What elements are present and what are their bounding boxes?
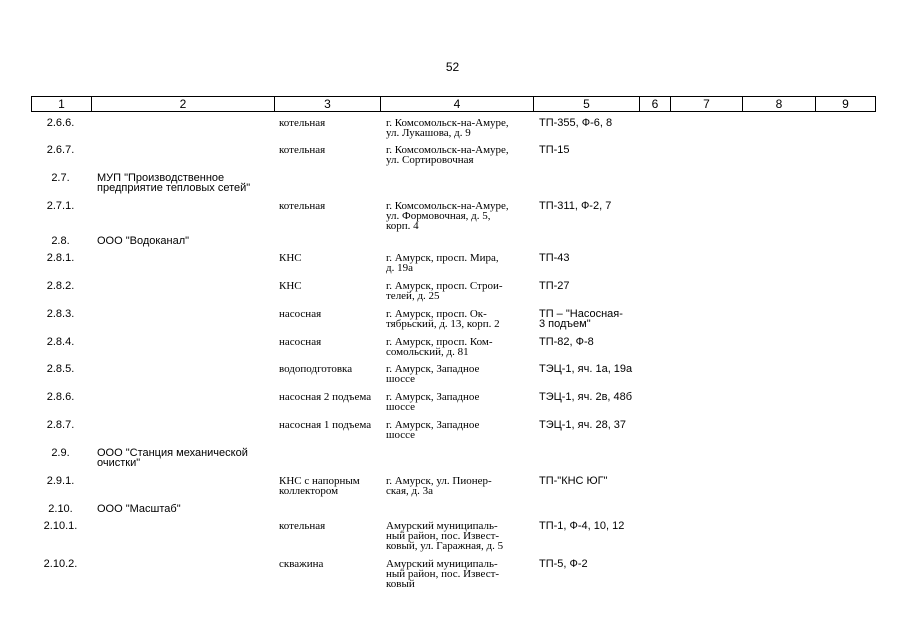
power-source: ТЭЦ-1, яч. 1а, 19а bbox=[539, 363, 633, 375]
facility-type: насосная 1 подъема bbox=[279, 419, 372, 431]
table-row bbox=[31, 471, 876, 499]
facility-address: г. Амурск, просп. Мира, д. 19а bbox=[386, 252, 499, 274]
header-col-2: 2 bbox=[92, 97, 275, 111]
table-row bbox=[31, 113, 876, 140]
facility-address: г. Комсомольск-на-Амуре, ул. Лукашова, д. 9 bbox=[386, 117, 509, 139]
row-number: 2.8.6. bbox=[46, 391, 75, 403]
power-source: ТП-5, Ф-2 bbox=[539, 558, 588, 570]
power-source: ТП-27 bbox=[539, 280, 570, 292]
row-number: 2.10. bbox=[48, 503, 73, 515]
header-col-7: 7 bbox=[671, 97, 743, 111]
facility-type: насосная bbox=[279, 336, 322, 348]
header-col-3: 3 bbox=[275, 97, 381, 111]
facility-type: КНС bbox=[279, 252, 302, 264]
power-source: ТП-"КНС ЮГ" bbox=[539, 475, 608, 487]
facility-address: г. Комсомольск-на-Амуре, ул. Сортировочная bbox=[386, 144, 509, 166]
table-row bbox=[31, 332, 876, 359]
power-source: ТП-1, Ф-4, 10, 12 bbox=[539, 520, 625, 532]
header-col-4: 4 bbox=[381, 97, 534, 111]
facility-address: г. Амурск, просп. Строи- телей, д. 25 bbox=[386, 280, 503, 302]
organization-name: ООО "Водоканал" bbox=[97, 235, 190, 247]
facility-type: КНС с напорным коллектором bbox=[279, 475, 360, 497]
table-row bbox=[31, 415, 876, 443]
table-row bbox=[31, 554, 876, 594]
organization-name: МУП "Производственное предприятие тепловых сетей" bbox=[97, 172, 251, 194]
row-number: 2.6.7. bbox=[46, 144, 75, 156]
row-number: 2.10.2. bbox=[43, 558, 78, 570]
facility-type: скважина bbox=[279, 558, 324, 570]
row-number: 2.9. bbox=[51, 447, 70, 459]
header-col-1: 1 bbox=[32, 97, 92, 111]
table-row bbox=[31, 499, 876, 516]
facility-type: котельная bbox=[279, 520, 326, 532]
facility-address: г. Амурск, просп. Ок- тябрьский, д. 13, корп. 2 bbox=[386, 308, 500, 330]
table-row bbox=[31, 516, 876, 554]
power-source: ТЭЦ-1, яч. 28, 37 bbox=[539, 419, 627, 431]
facility-type: котельная bbox=[279, 117, 326, 129]
row-number: 2.8.2. bbox=[46, 280, 75, 292]
facility-address: г. Амурск, просп. Ком- сомольский, д. 81 bbox=[386, 336, 493, 358]
power-source: ТП – "Насосная- 3 подъем" bbox=[539, 308, 623, 330]
table-row bbox=[31, 231, 876, 248]
table-body bbox=[31, 113, 876, 594]
organization-name: ООО "Станция механической очистки" bbox=[97, 447, 248, 469]
page-number: 52 bbox=[445, 60, 460, 74]
row-number: 2.8.4. bbox=[46, 336, 75, 348]
table-header bbox=[31, 96, 876, 112]
header-col-9: 9 bbox=[842, 97, 849, 111]
facility-address: г. Амурск, ул. Пионер- ская, д. 3а bbox=[386, 475, 492, 497]
power-source: ТЭЦ-1, яч. 2в, 48б bbox=[539, 391, 633, 403]
header-col-6: 6 bbox=[640, 97, 671, 111]
facility-type: КНС bbox=[279, 280, 302, 292]
facility-address: г. Комсомольск-на-Амуре, ул. Формовочная, д. 5, корп. 4 bbox=[386, 200, 509, 232]
row-number: 2.6.6. bbox=[46, 117, 75, 129]
power-source: ТП-311, Ф-2, 7 bbox=[539, 200, 612, 212]
row-number: 2.9.1. bbox=[46, 475, 75, 487]
facility-type: водоподготовка bbox=[279, 363, 353, 375]
facility-type: котельная bbox=[279, 200, 326, 212]
row-number: 2.8.3. bbox=[46, 308, 75, 320]
row-number: 2.7.1. bbox=[46, 200, 75, 212]
table-row bbox=[31, 387, 876, 415]
table-row bbox=[31, 443, 876, 471]
facility-address: г. Амурск, Западное шоссе bbox=[386, 419, 480, 441]
facility-type: насосная bbox=[279, 308, 322, 320]
facility-address: г. Амурск, Западное шоссе bbox=[386, 391, 480, 413]
row-number: 2.8.5. bbox=[46, 363, 75, 375]
table-row bbox=[31, 359, 876, 387]
power-source: ТП-355, Ф-6, 8 bbox=[539, 117, 613, 129]
row-number: 2.7. bbox=[51, 172, 70, 184]
header-col-8: 8 bbox=[743, 97, 816, 111]
power-source: ТП-15 bbox=[539, 144, 570, 156]
organization-name: ООО "Масштаб" bbox=[97, 503, 181, 515]
row-number: 2.8.7. bbox=[46, 419, 75, 431]
row-number: 2.8.1. bbox=[46, 252, 75, 264]
facility-type: насосная 2 подъема bbox=[279, 391, 372, 403]
facility-address: Амурский муниципаль- ный район, пос. Извест- ковый bbox=[386, 558, 500, 590]
table-row bbox=[31, 168, 876, 196]
header-col-5: 5 bbox=[534, 97, 640, 111]
table-row bbox=[31, 140, 876, 168]
table-row bbox=[31, 304, 876, 332]
row-number: 2.10.1. bbox=[43, 520, 78, 532]
row-number: 2.8. bbox=[51, 235, 70, 247]
power-source: ТП-82, Ф-8 bbox=[539, 336, 594, 348]
power-source: ТП-43 bbox=[539, 252, 570, 264]
facility-type: котельная bbox=[279, 144, 326, 156]
facility-address: Амурский муниципаль- ный район, пос. Извест- ковый, ул. Гаражная, д. 5 bbox=[386, 520, 504, 552]
table-row bbox=[31, 276, 876, 304]
table-row bbox=[31, 248, 876, 276]
table-row bbox=[31, 196, 876, 231]
facility-address: г. Амурск, Западное шоссе bbox=[386, 363, 480, 385]
